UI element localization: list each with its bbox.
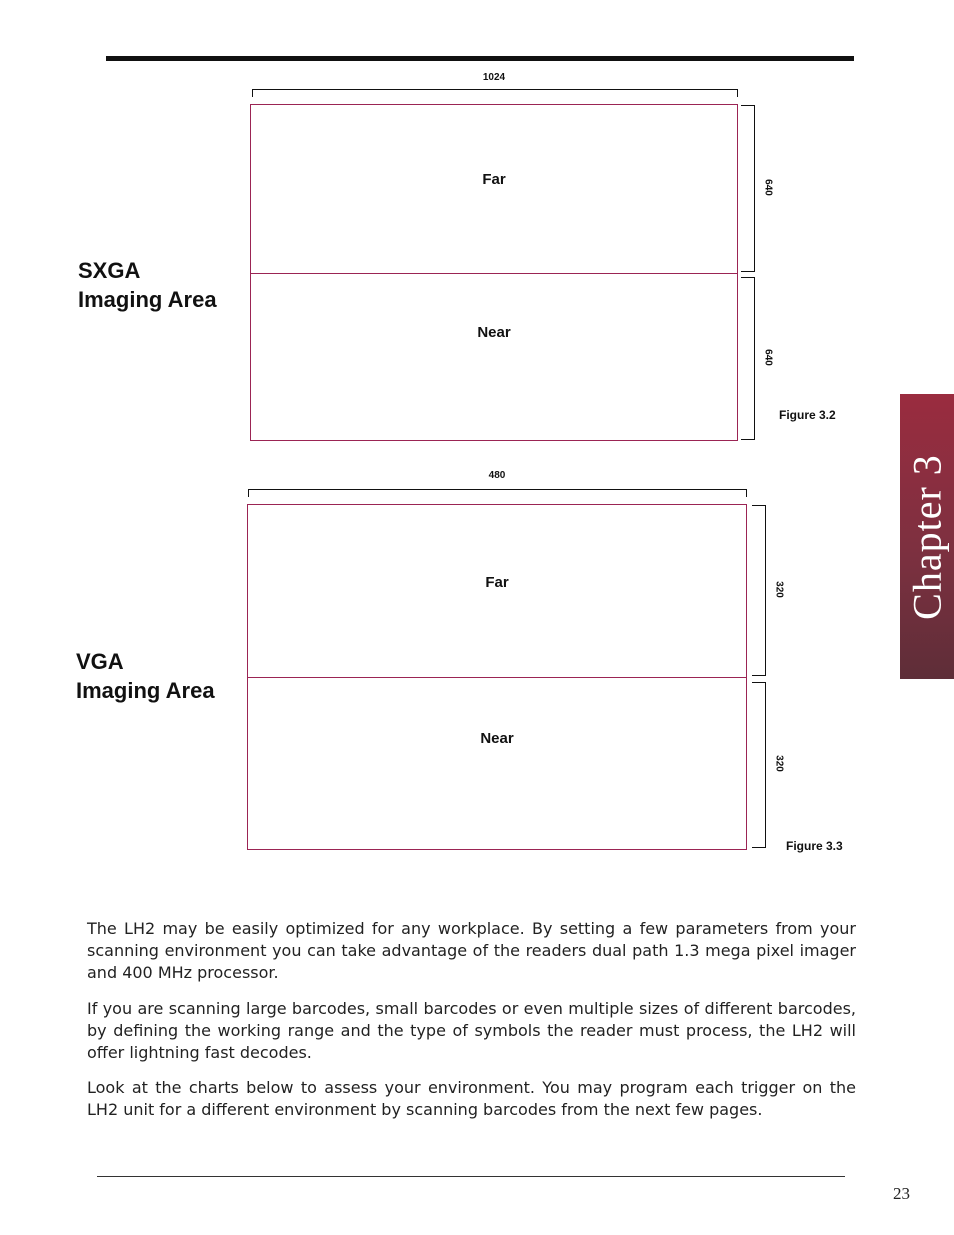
- vga-title-line2: Imaging Area: [76, 678, 215, 703]
- vga-width-bracket: [248, 489, 747, 497]
- sxga-title: [78, 256, 217, 314]
- sxga-title-line2: Imaging Area: [78, 287, 217, 312]
- sxga-far-bracket: [741, 105, 755, 272]
- sxga-near-height: 640: [762, 349, 774, 366]
- sxga-near-label: Near: [477, 324, 511, 341]
- vga-width-label: 480: [488, 470, 506, 481]
- figure-3-2-caption: Figure 3.2: [779, 408, 836, 422]
- chapter-tab-label: Chapter 3: [904, 453, 950, 620]
- page-number: 23: [893, 1184, 910, 1203]
- sxga-far-label: Far: [482, 171, 506, 188]
- vga-near-label: Near: [480, 730, 514, 747]
- vga-title: [76, 647, 215, 705]
- sxga-far-height: 640: [762, 179, 774, 196]
- chapter-tab: [900, 394, 954, 679]
- sxga-far-near-divider: [251, 273, 737, 274]
- figure-3-3-caption: Figure 3.3: [786, 839, 843, 853]
- header-rule: [106, 56, 854, 61]
- vga-title-line1: VGA: [76, 649, 124, 674]
- sxga-near-bracket: [741, 277, 755, 440]
- vga-far-height: 320: [773, 581, 785, 598]
- sxga-width-label: 1024: [482, 72, 506, 83]
- vga-near-bracket: [752, 682, 766, 848]
- sxga-title-line1: SXGA: [78, 258, 141, 283]
- sxga-width-bracket: [252, 89, 738, 97]
- vga-far-bracket: [752, 505, 766, 676]
- paragraph-intro: The LH2 may be easily optimized for any workplace. By setting a few parameters from your scanning environment you can take advantage of the readers dual path 1.3 mega pixel imager and 400 MHz processor.: [87, 919, 856, 982]
- vga-far-near-divider: [248, 677, 746, 678]
- vga-near-height: 320: [773, 755, 785, 772]
- footer-rule: [97, 1176, 845, 1177]
- paragraph-charts: Look at the charts below to assess your environment. You may program each trigger on the LH2 unit for a different environment by scanning barcodes from the next few pages.: [87, 1078, 856, 1119]
- vga-imaging-box: [247, 504, 747, 850]
- sxga-imaging-box: [250, 104, 738, 441]
- vga-far-label: Far: [485, 574, 509, 591]
- paragraph-barcodes: If you are scanning large barcodes, small barcodes or even multiple sizes of different barcodes, by defining the working range and the type of symbols the reader must process, the LH2 will offer lightning fast decodes.: [87, 999, 856, 1062]
